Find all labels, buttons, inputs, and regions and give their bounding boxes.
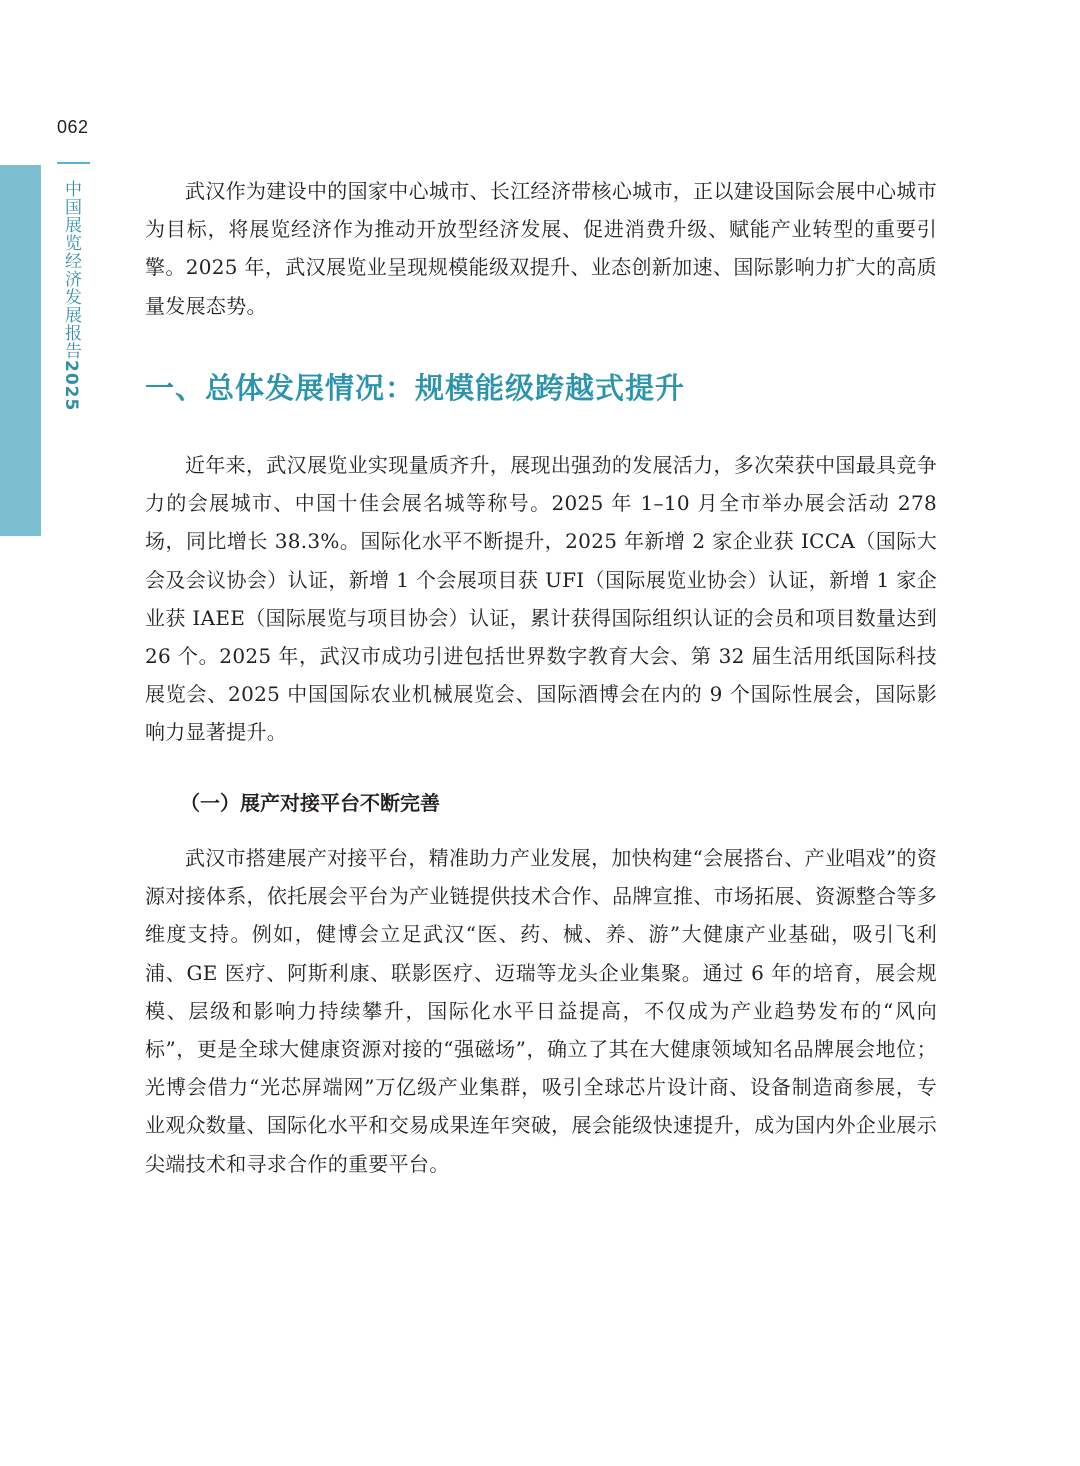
subsection-body [145, 839, 937, 1183]
subsection-paragraph: 武汉市搭建展产对接平台，精准助力产业发展，加快构建“会展搭台、产业唱戏”的资源对接体系，依托展会平台为产业链提供技术合作、品牌宣推、市场拓展、资源整合等多维度支持。例如，健博会立足武汉“医、药、械、养、游”大健康产业基础，吸引飞利浦、GE 医疗、阿斯利康、联影医疗、迈瑞等龙头企业集聚。通过 6 年的培育，展会规模、层级和影响力持续攀升，国际化水平日益提高，不仅成为产业趋势发布的“风向标”，更是全球大健康资源对接的“强磁场”，确立了其在大健康领域知名品牌展会地位；光博会借力“光芯屏端网”万亿级产业集群，吸引全球芯片设计商、设备制造商参展，专业观众数量、国际化水平和交易成果连年突破，展会能级快速提升，成为国内外企业展示尖端技术和寻求合作的重要平台。 [145, 846, 937, 1176]
section-body [145, 446, 937, 752]
page-number-rule [57, 162, 90, 164]
page-number: 062 [57, 117, 89, 137]
running-title-year: 2025 [61, 360, 81, 412]
side-color-band [0, 165, 41, 536]
running-title [59, 180, 83, 411]
subsection-heading: （一）展产对接平台不断完善 [180, 791, 440, 815]
intro-paragraph: 武汉作为建设中的国家中心城市、长江经济带核心城市，正以建设国际会展中心城市为目标，将展览经济作为推动开放型经济发展、促进消费升级、赋能产业转型的重要引擎。2025 年，武汉展览业呈现规模能级双提升、业态创新加速、国际影响力扩大的高质量发展态势。 [145, 179, 937, 318]
intro-block [145, 172, 937, 325]
section-paragraph: 近年来，武汉展览业实现量质齐升，展现出强劲的发展活力，多次荣获中国最具竞争力的会展城市、中国十佳会展名城等称号。2025 年 1–10 月全市举办展会活动 278 场，同比增长 38.3%。国际化水平不断提升，2025 年新增 2 家企业获 ICCA（国际大会及会议协会）认证，新增 1 个会展项目获 UFI（国际展览业协会）认证，新增 1 家企业获 IAEE（国际展览与项目协会）认证，累计获得国际组织认证的会员和项目数量达到 26 个。2025 年，武汉市成功引进包括世界数字教育大会、第 32 届生活用纸国际科技展览会、2025 中国国际农业机械展览会、国际酒博会在内的 9 个国际性展会，国际影响力显著提升。 [145, 453, 937, 745]
running-title-text: 中国展览经济发展报告 [61, 180, 81, 360]
section-heading: 一、总体发展情况：规模能级跨越式提升 [145, 371, 686, 405]
